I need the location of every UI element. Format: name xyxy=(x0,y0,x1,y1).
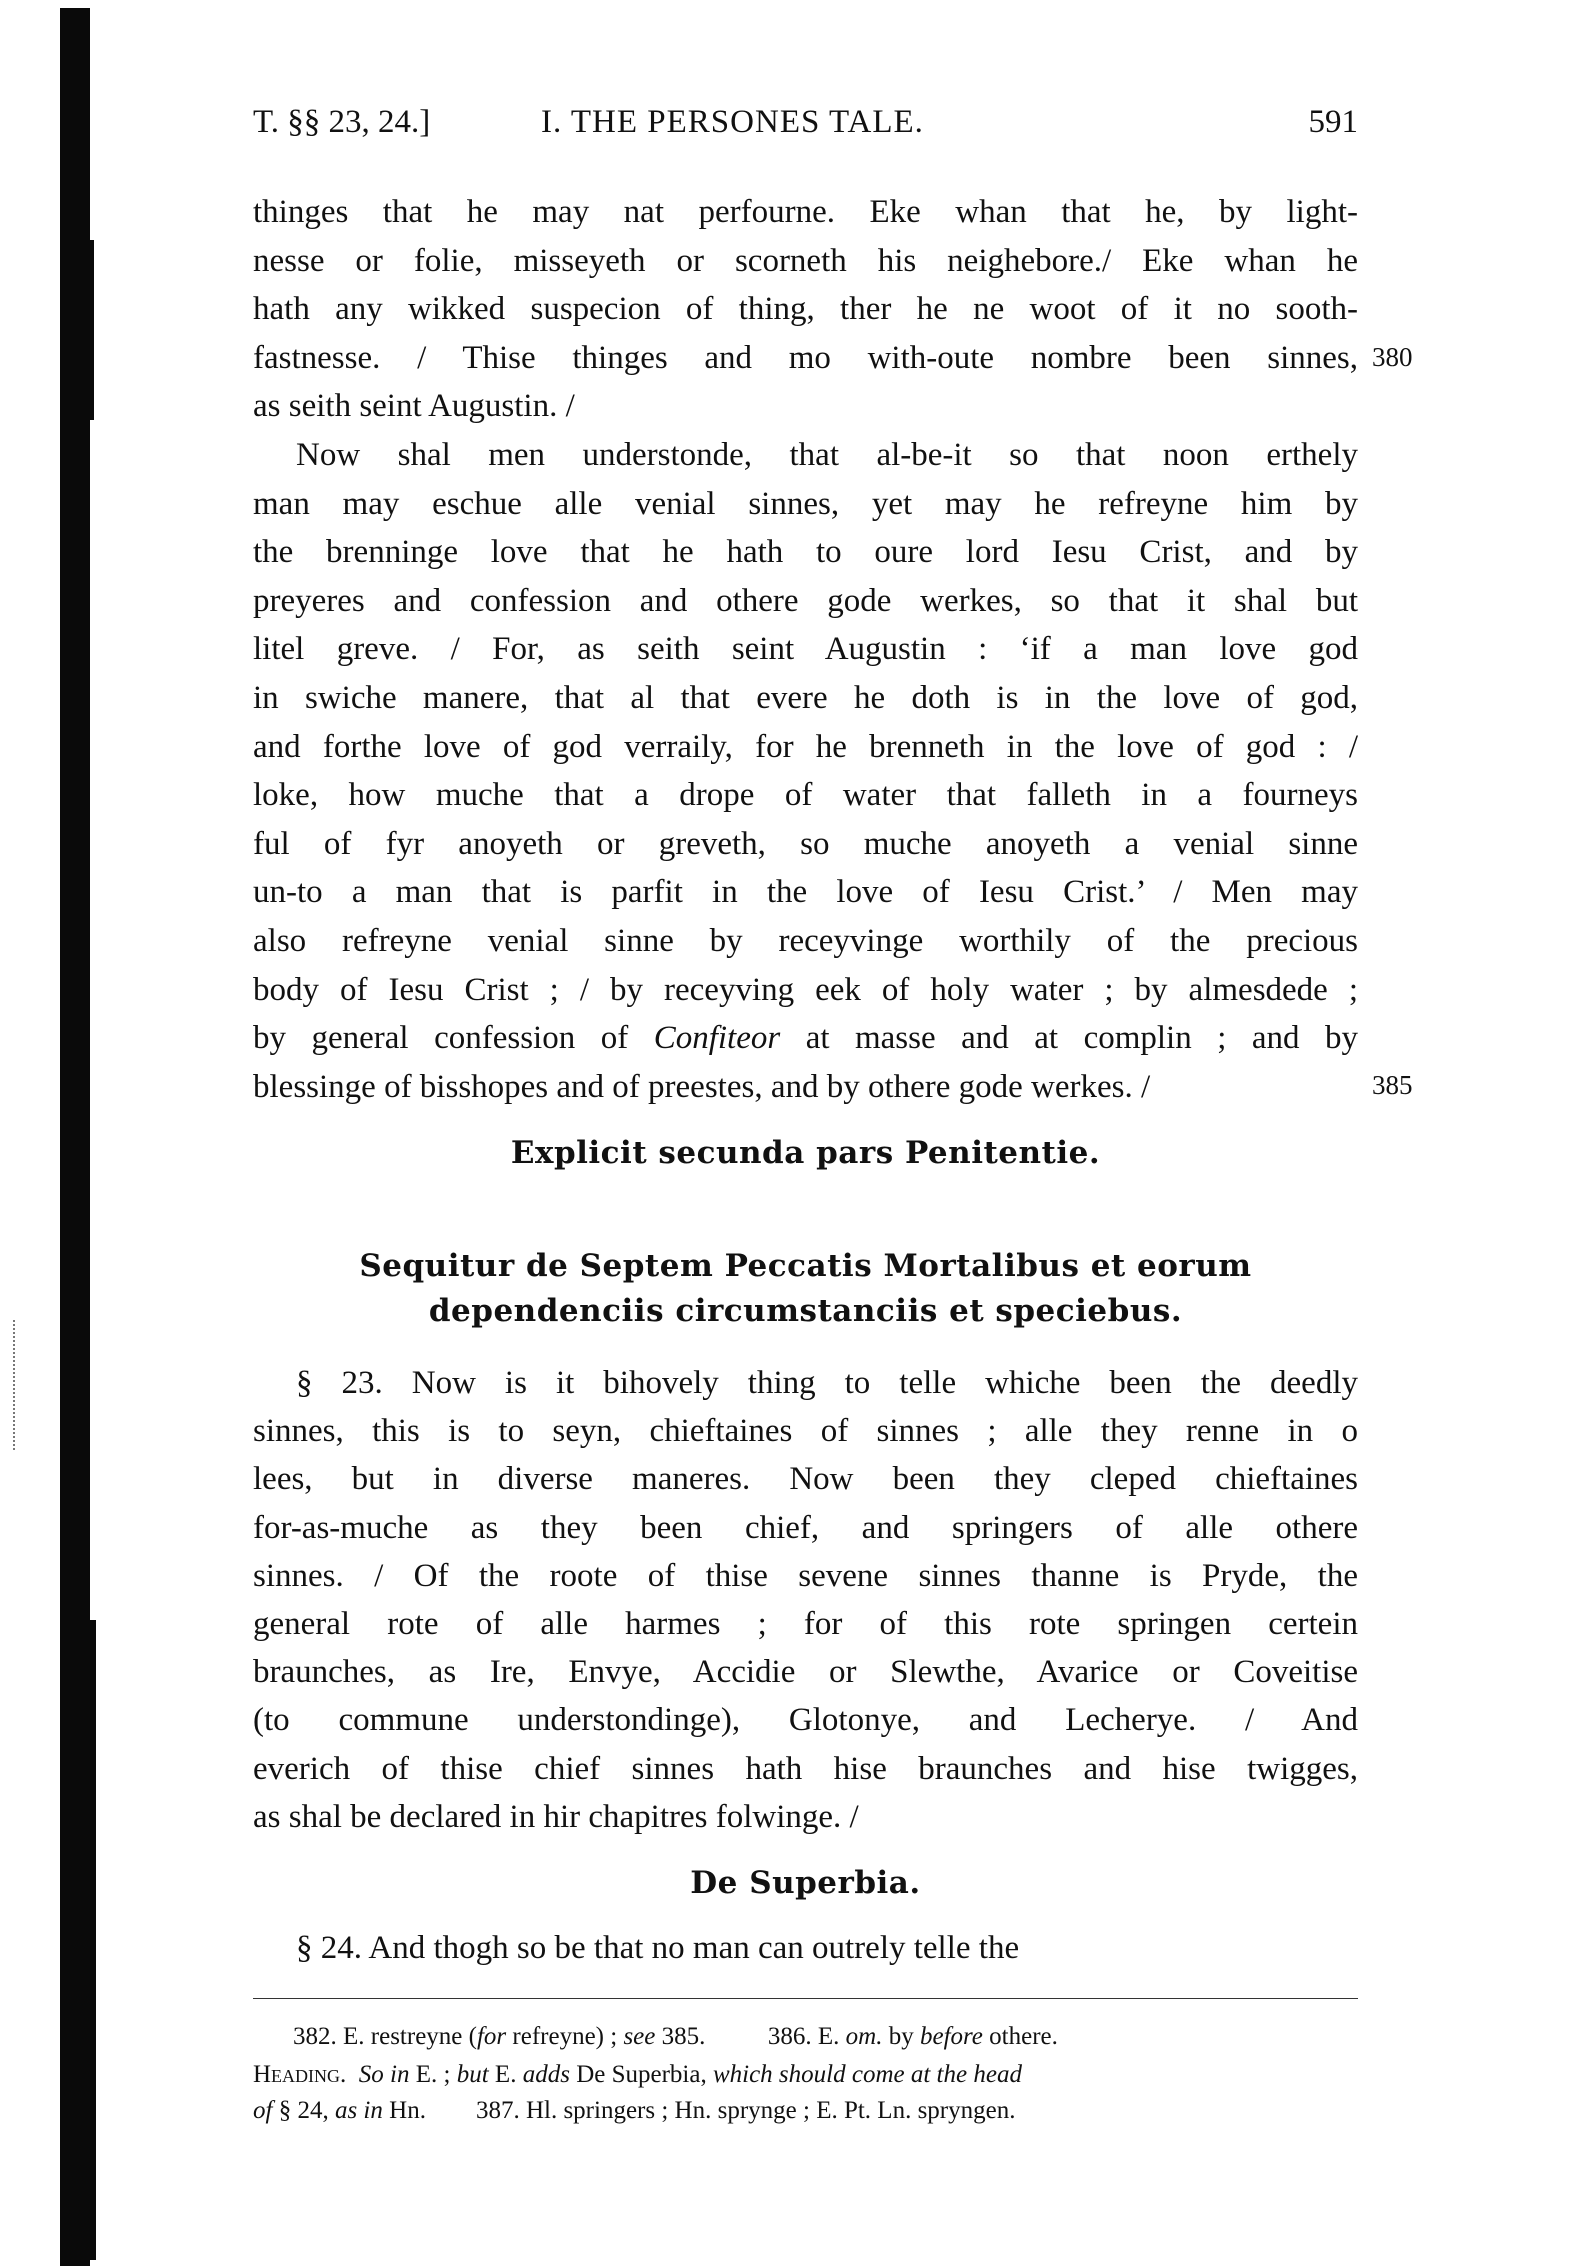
text-segment: othere. xyxy=(982,2023,1058,2050)
scan-binding-edge xyxy=(84,1620,96,2260)
italic-text: which should come at the head xyxy=(712,2061,1022,2088)
text-line: everich of thise chief sinnes hath hise braunches and hise twigges, xyxy=(253,1750,1358,1787)
line-number: 385 xyxy=(1372,1070,1413,1100)
text-line: in swiche manere, that al that evere he doth is in the love of god, xyxy=(253,680,1358,716)
text-segment: Hn. 387. Hl. springers ; Hn. sprynge ; E. Pt. Ln. spryngen. xyxy=(382,2097,1016,2124)
text-line: (to commune understondinge), Glotonye, and Lecherye. / And xyxy=(253,1702,1358,1739)
text-segment: by general confession of xyxy=(253,1020,654,1057)
text-line: loke, how muche that a drope of water that falleth in a fourneys xyxy=(253,777,1358,814)
text-line: braunches, as Ire, Envye, Accidie or Slewthe, Avarice or Coveitise xyxy=(253,1654,1358,1691)
text-line: sinnes. / Of the roote of thise sevene sinnes thanne is Pryde, the xyxy=(253,1557,1358,1594)
text-line: lees, but in diverse maneres. Now been they cleped chieftaines xyxy=(253,1461,1358,1498)
section-reference: T. §§ 23, 24.] xyxy=(253,104,431,140)
italic-text: as in xyxy=(334,2097,383,2124)
text-line: general rote of alle harmes ; for of this rote springen certein xyxy=(253,1606,1358,1642)
text-line xyxy=(253,1014,1358,1062)
italic-text: adds xyxy=(522,2061,570,2088)
footnote-line xyxy=(253,2057,1358,2093)
italic-text: but xyxy=(456,2061,489,2088)
footnote-rule xyxy=(253,1998,1358,1999)
text-segment: at masse and at complin ; and by xyxy=(780,1020,1358,1057)
text-line: preyeres and confession and othere gode werkes, so that it shal but xyxy=(253,582,1358,619)
text-segment: E. ; xyxy=(409,2061,457,2088)
italic-text: of xyxy=(253,2097,273,2124)
text-segment xyxy=(346,2061,359,2088)
text-line: and forthe love of god verraily, for he brenneth in the love of god : / xyxy=(253,728,1358,765)
text-line: man may eschue alle venial sinnes, yet may he refreyne him by xyxy=(253,485,1358,522)
italic-text: om. xyxy=(845,2023,883,2050)
text-line: thinges that he may nat perfourne. Eke whan that he, by light- xyxy=(253,194,1358,230)
italic-text: see xyxy=(623,2023,656,2050)
scan-speck xyxy=(13,1320,17,1450)
text-segment: E. xyxy=(488,2061,523,2088)
text-segment: § 24, xyxy=(272,2097,335,2124)
text-line: as seith seint Augustin. / xyxy=(253,388,575,424)
page-number: 591 xyxy=(1308,104,1358,140)
text-segment: Heading. xyxy=(253,2061,347,2088)
italic-text: Confiteor xyxy=(653,1020,781,1057)
text-line: § 23. Now is it bihovely thing to telle whiche been the deedly xyxy=(296,1365,1358,1401)
text-line: as shal be declared in hir chapitres folwinge. / xyxy=(253,1798,859,1835)
line-number: 380 xyxy=(1372,342,1413,372)
text-line: body of Iesu Crist ; / by receyving eek of holy water ; by almesdede ; xyxy=(253,971,1358,1008)
text-line: the brenninge love that he hath to oure lord Iesu Crist, and by xyxy=(253,534,1358,571)
text-line: fastnesse. / Thise thinges and mo with-oute nombre been sinnes, xyxy=(253,339,1358,376)
italic-text: before xyxy=(919,2023,983,2050)
text-line: sinnes, this is to seyn, chieftaines of sinnes ; alle they renne in o xyxy=(253,1413,1358,1450)
section-heading-line-1: Sequitur de Septem Peccatis Mortalibus et eorum xyxy=(359,1248,1252,1284)
scan-binding-edge xyxy=(86,240,94,420)
text-segment: by xyxy=(882,2023,920,2050)
text-segment: 385. 386. E. xyxy=(655,2023,846,2050)
text-segment: refreyne) ; xyxy=(506,2023,624,2050)
text-line: Now shal men understonde, that al-be-it so that noon erthely xyxy=(296,437,1358,473)
text-line: litel greve. / For, as seith seint Augustin : ‘if a man love god xyxy=(253,631,1358,668)
explicit-heading: Explicit secunda pars Penitentie. xyxy=(510,1135,1101,1171)
italic-text: So in xyxy=(358,2061,410,2088)
italic-text: for xyxy=(476,2023,507,2050)
footnote-line xyxy=(253,2019,1398,2055)
section-heading-line-2: dependenciis circumstanciis et speciebus. xyxy=(428,1293,1183,1329)
text-line: for-as-muche as they been chief, and springers of alle othere xyxy=(253,1509,1358,1546)
text-line: hath any wikked suspecion of thing, ther he ne woot of it no sooth- xyxy=(253,291,1358,327)
running-title: I. THE PERSONES TALE. xyxy=(541,104,924,140)
de-superbia-heading: De Superbia. xyxy=(690,1865,921,1901)
text-segment: De Superbia, xyxy=(569,2061,713,2088)
footnote-line xyxy=(253,2093,1358,2129)
text-line: ful of fyr anoyeth or greveth, so muche anoyeth a venial sinne xyxy=(253,825,1358,862)
text-line: blessinge of bisshopes and of preestes, and by othere gode werkes. / xyxy=(253,1068,1151,1105)
text-line: § 24. And thogh so be that no man can outrely telle the xyxy=(296,1930,1020,1966)
running-header xyxy=(253,104,1358,152)
text-line: un-to a man that is parfit in the love of Iesu Crist.’ / Men may xyxy=(253,874,1358,911)
text-line: nesse or folie, misseyeth or scorneth his neighebore./ Eke whan he xyxy=(253,242,1358,279)
text-segment: 382. E. restreyne ( xyxy=(293,2023,477,2050)
text-line: also refreyne venial sinne by receyvinge worthily of the precious xyxy=(253,923,1358,959)
